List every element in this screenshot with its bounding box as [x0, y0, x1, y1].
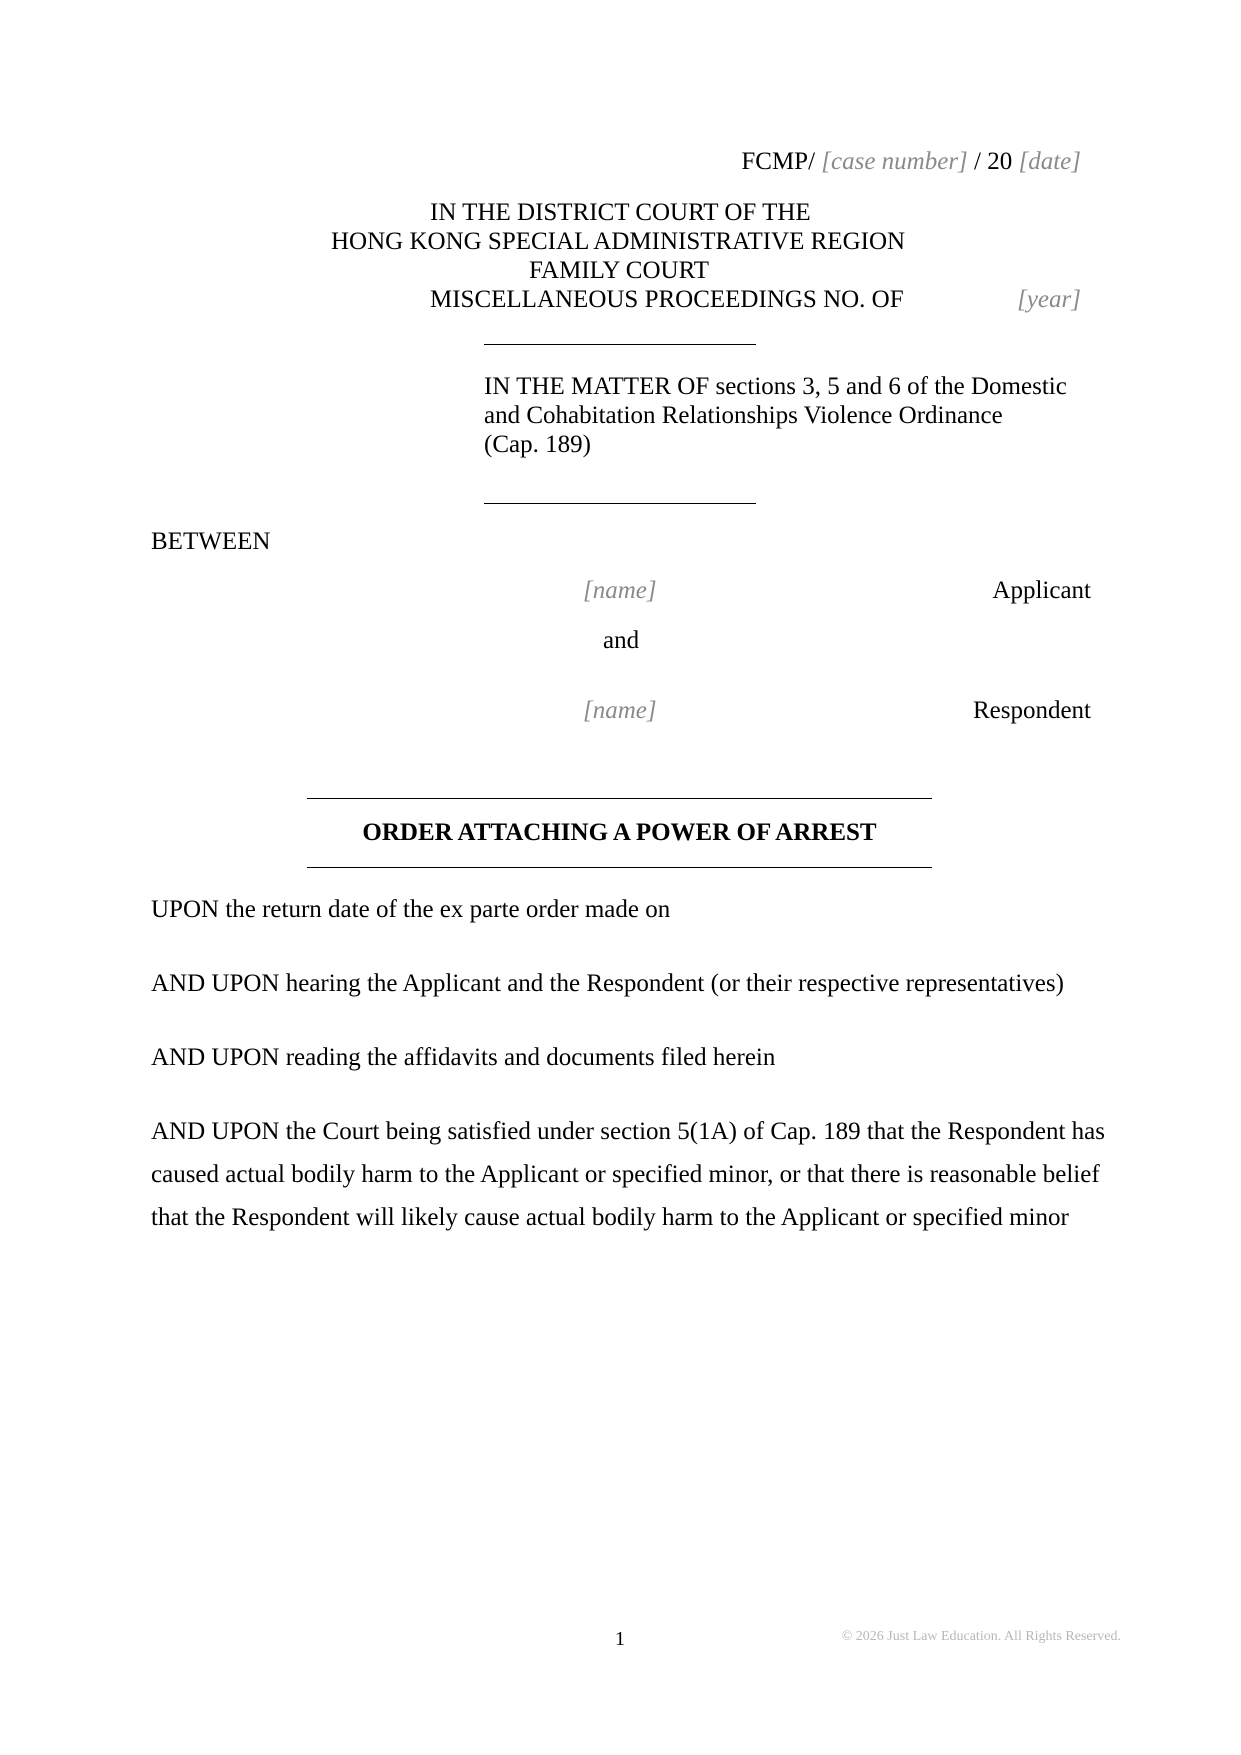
- respondent-name-placeholder: [name]: [583, 697, 657, 724]
- applicant-name-placeholder: [name]: [583, 577, 657, 604]
- case-year-prefix: / 20: [974, 148, 1013, 175]
- title-rule-top: [307, 798, 932, 799]
- matter-line-2: and Cohabitation Relationships Violence Ordinance: [484, 402, 1003, 429]
- page-number: 1: [615, 1628, 625, 1650]
- case-prefix: FCMP/: [741, 148, 816, 175]
- title-rule-bottom: [307, 867, 932, 868]
- case-date-placeholder: [date]: [1018, 148, 1081, 175]
- order-title: ORDER ATTACHING A POWER OF ARREST: [362, 819, 877, 846]
- respondent-role: Respondent: [972, 697, 1091, 724]
- case-number-placeholder: [case number]: [821, 148, 968, 175]
- and-label: and: [603, 627, 640, 654]
- matter-line-3: (Cap. 189): [484, 431, 591, 458]
- divider-1: [484, 344, 756, 345]
- recital-4-line-3: that the Respondent will likely cause actual bodily harm to the Applicant or specified minor: [151, 1204, 1069, 1231]
- divider-2: [484, 503, 756, 504]
- recital-4-line-2: caused actual bodily harm to the Applicant or specified minor, or that there is reasonable belief: [151, 1161, 1100, 1188]
- copyright-notice: © 2026 Just Law Education. All Rights Reserved.: [841, 1629, 1121, 1644]
- applicant-role: Applicant: [992, 577, 1091, 604]
- recital-1: UPON the return date of the ex parte order made on: [151, 896, 671, 923]
- recital-3: AND UPON reading the affidavits and documents filed herein: [151, 1044, 776, 1071]
- court-line-1: IN THE DISTRICT COURT OF THE: [430, 199, 811, 226]
- case-reference: [741, 147, 1081, 177]
- year-placeholder: [year]: [1017, 286, 1081, 313]
- recital-2: AND UPON hearing the Applicant and the Respondent (or their respective representatives): [151, 970, 1064, 997]
- recital-4-line-1: AND UPON the Court being satisfied under section 5(1A) of Cap. 189 that the Respondent has: [151, 1118, 1106, 1145]
- court-line-2: HONG KONG SPECIAL ADMINISTRATIVE REGION: [331, 228, 906, 255]
- matter-line-1: IN THE MATTER OF sections 3, 5 and 6 of the Domestic: [484, 373, 1067, 400]
- between-label: BETWEEN: [151, 528, 271, 555]
- court-line-4: MISCELLANEOUS PROCEEDINGS NO. OF: [430, 286, 904, 313]
- court-line-3: FAMILY COURT: [529, 257, 710, 284]
